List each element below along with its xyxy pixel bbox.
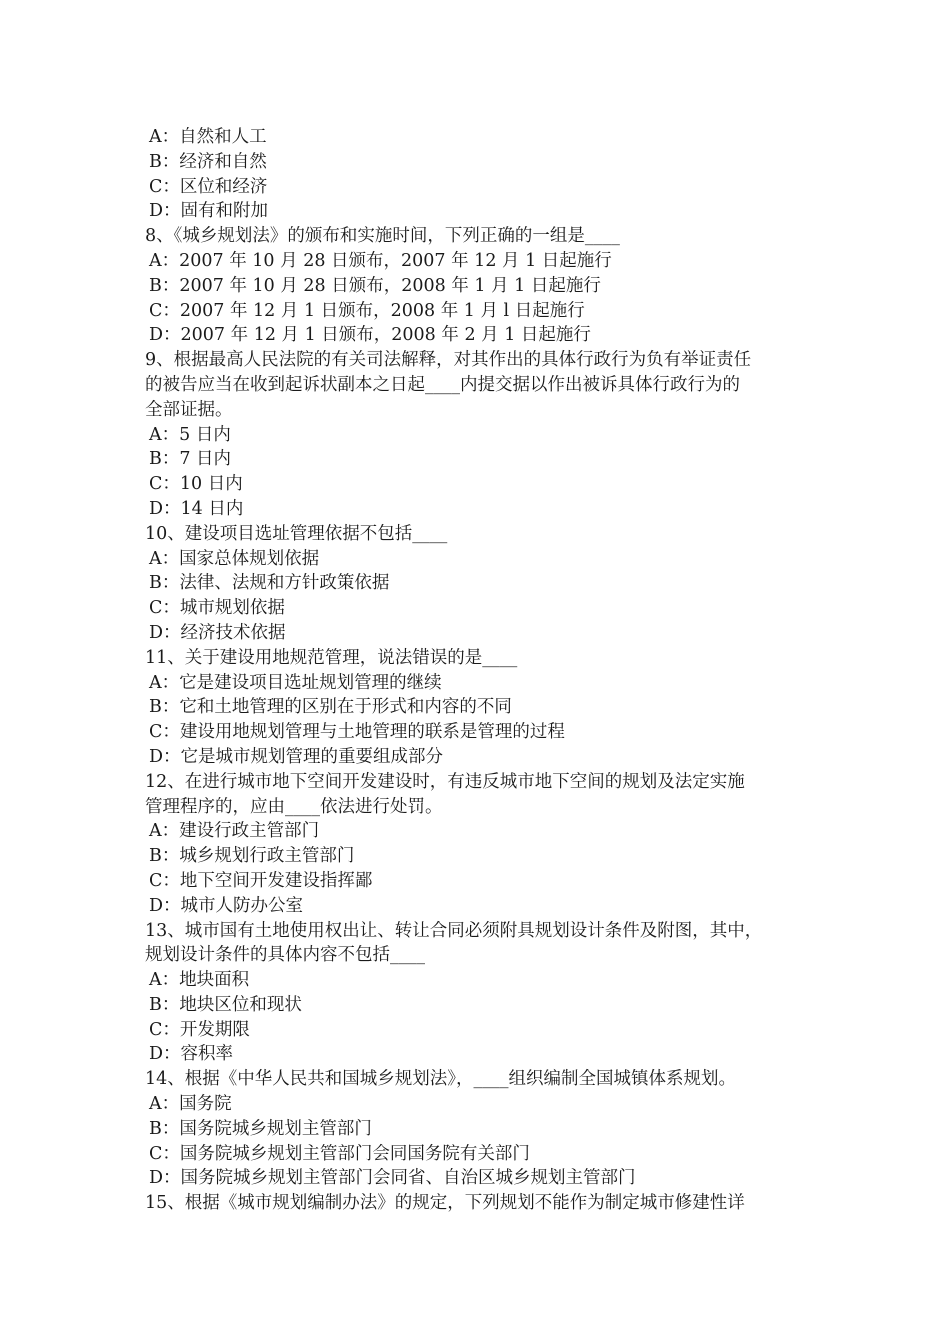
answer-option: A：5 日内 bbox=[149, 424, 231, 445]
question-text: 12、在进行城市地下空间开发建设时，有违反城市地下空间的规划及法定实施 bbox=[145, 771, 745, 792]
question-text: 管理程序的，应由____依法进行处罚。 bbox=[145, 796, 443, 817]
answer-option: C：地下空间开发建设指挥鄙 bbox=[149, 870, 373, 891]
question-text: 8、《城乡规划法》的颁布和实施时间，下列正确的一组是____ bbox=[145, 226, 620, 247]
answer-option: B：地块区位和现状 bbox=[149, 994, 302, 1015]
answer-option: A：它是建设项目选址规划管理的继续 bbox=[149, 672, 442, 693]
question-text: 14、根据《中华人民共和国城乡规划法》，____组织编制全国城镇体系规划。 bbox=[145, 1069, 737, 1090]
answer-option: C：城市规划依据 bbox=[149, 598, 285, 619]
answer-option: A：地块面积 bbox=[149, 970, 250, 991]
answer-option: C：国务院城乡规划主管部门会同国务院有关部门 bbox=[149, 1143, 530, 1164]
answer-option: D：固有和附加 bbox=[149, 201, 269, 222]
question-text: 全部证据。 bbox=[145, 399, 233, 420]
answer-option: A：2007 年 10 月 28 日颁布，2007 年 12 月 1 日起施行 bbox=[149, 250, 612, 271]
answer-option: B：法律、法规和方针政策依据 bbox=[149, 573, 390, 594]
answer-option: B：7 日内 bbox=[149, 449, 232, 470]
answer-option: A：建设行政主管部门 bbox=[149, 821, 320, 842]
answer-option: A：国务院 bbox=[149, 1094, 232, 1115]
answer-option: D：它是城市规划管理的重要组成部分 bbox=[149, 746, 444, 767]
answer-option: B：它和土地管理的区别在于形式和内容的不同 bbox=[149, 697, 512, 718]
question-text: 10、建设项目选址管理依据不包括____ bbox=[145, 523, 448, 544]
answer-option: D：2007 年 12 月 1 日颁布，2008 年 2 月 1 日起施行 bbox=[149, 325, 591, 346]
question-text: 15、根据《城市规划编制办法》的规定，下列规划不能作为制定城市修建性详 bbox=[145, 1193, 745, 1214]
answer-option: C：建设用地规划管理与土地管理的联系是管理的过程 bbox=[149, 722, 565, 743]
question-text: 11、关于建设用地规范管理，说法错误的是____ bbox=[145, 647, 518, 668]
answer-option: D：城市人防办公室 bbox=[149, 895, 304, 916]
answer-option: A：自然和人工 bbox=[149, 127, 267, 147]
answer-option: B：经济和自然 bbox=[149, 151, 267, 172]
question-text: 规划设计条件的具体内容不包括____ bbox=[145, 945, 425, 966]
answer-option: A：国家总体规划依据 bbox=[149, 548, 320, 569]
answer-option: D：经济技术依据 bbox=[149, 622, 286, 643]
question-text: 9、根据最高人民法院的有关司法解释，对其作出的具体行政行为负有举证责任 bbox=[145, 350, 752, 371]
answer-option: C：10 日内 bbox=[149, 474, 243, 495]
question-text: 13、城市国有土地使用权出让、转让合同必须附具规划设计条件及附图，其中， bbox=[145, 920, 763, 941]
answer-option: B：国务院城乡规划主管部门 bbox=[149, 1118, 372, 1139]
answer-option: B：2007 年 10 月 28 日颁布，2008 年 1 月 1 日起施行 bbox=[149, 275, 601, 296]
document-body bbox=[145, 125, 825, 1216]
answer-option: C：2007 年 12 月 1 日颁布，2008 年 1 月 l 日起施行 bbox=[149, 300, 585, 321]
answer-option: C：区位和经济 bbox=[149, 176, 268, 197]
answer-option: D：国务院城乡规划主管部门会同省、自治区城乡规划主管部门 bbox=[149, 1168, 636, 1189]
answer-option: C：开发期限 bbox=[149, 1019, 250, 1040]
question-text: 的被告应当在收到起诉状副本之日起____内提交据以作出被诉具体行政行为的 bbox=[145, 374, 740, 395]
answer-option: B：城乡规划行政主管部门 bbox=[149, 846, 355, 867]
answer-option: D：容积率 bbox=[149, 1044, 234, 1065]
answer-option: D：14 日内 bbox=[149, 498, 244, 519]
